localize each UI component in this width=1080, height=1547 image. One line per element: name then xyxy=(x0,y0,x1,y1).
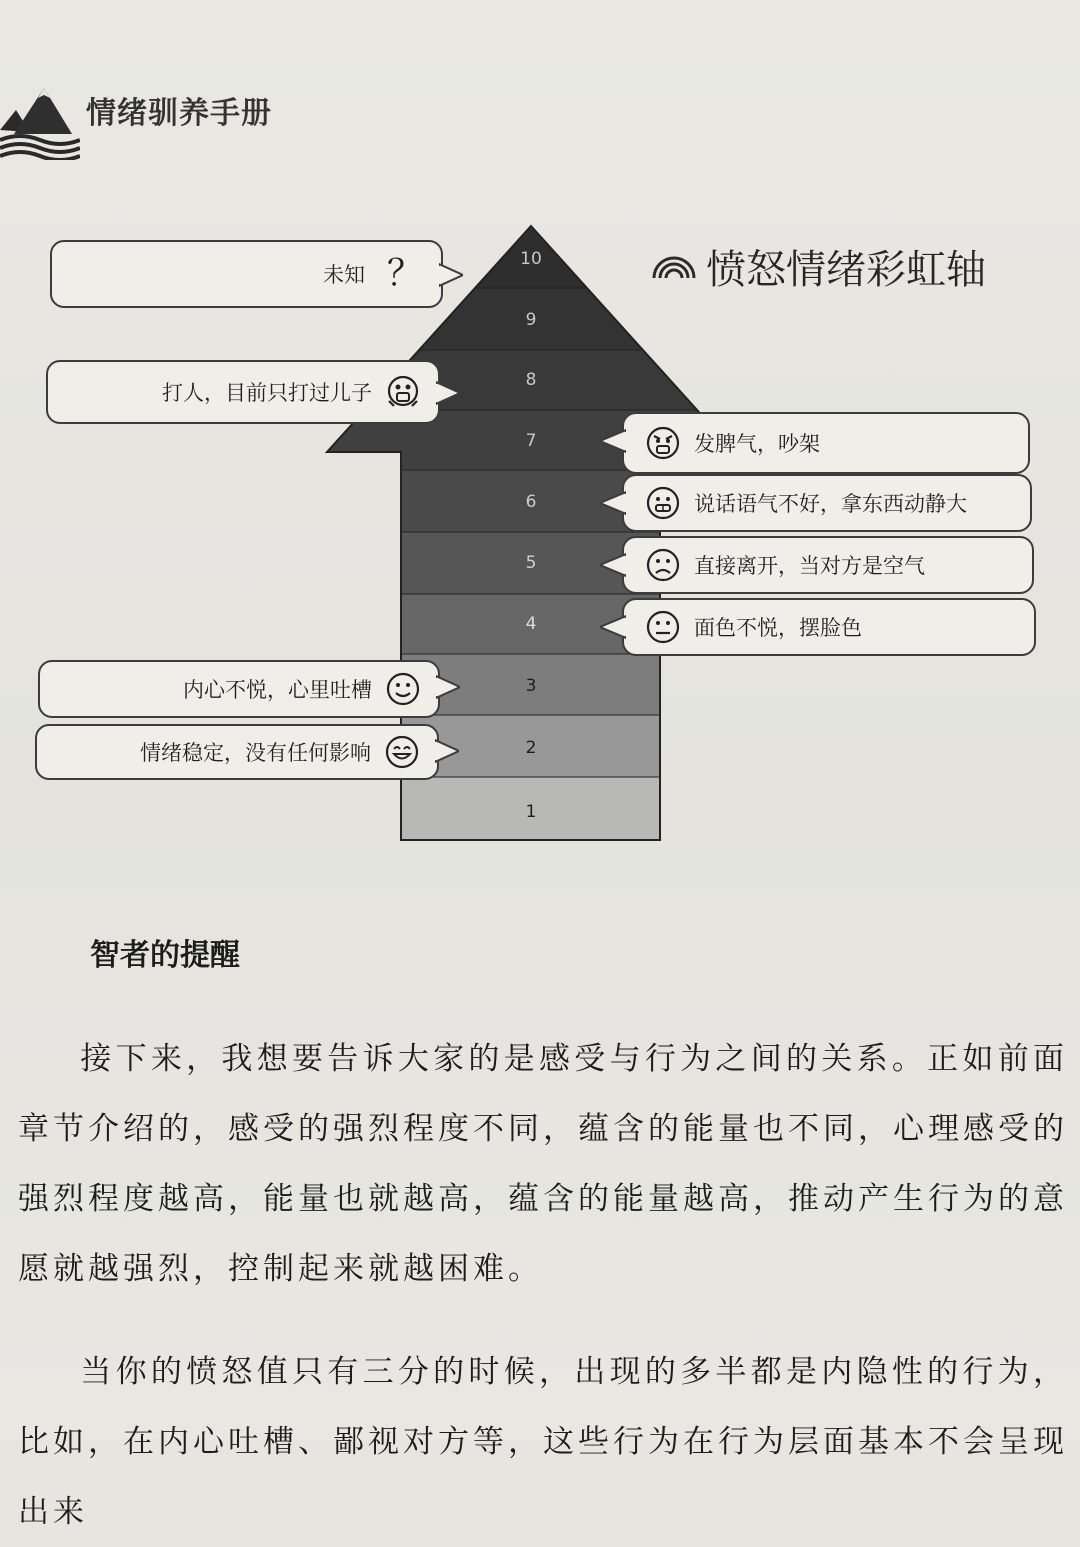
bubble-level-8-text: 打人，目前只打过儿子 xyxy=(162,381,372,405)
bubble-level-10-text: 未知 xyxy=(322,263,365,287)
grin-face-icon xyxy=(385,735,419,769)
bubble-level-3 xyxy=(38,660,440,718)
bubble-level-5-text: 直接离开，当对方是空气 xyxy=(694,554,925,578)
bubble-level-4-text: 面色不悦，摆脸色 xyxy=(694,616,862,640)
bubble-level-7-text: 发脾气，吵架 xyxy=(694,432,820,456)
bubble-level-7 xyxy=(622,412,1030,474)
grimace-face-icon xyxy=(646,486,680,520)
bubble-level-2 xyxy=(35,724,439,780)
bubble-level-4 xyxy=(622,598,1036,656)
screaming-face-icon xyxy=(386,375,420,409)
bubble-level-8 xyxy=(46,360,440,424)
level-number-1: 1 xyxy=(525,802,537,822)
level-number-7: 7 xyxy=(525,431,537,451)
bubble-level-6 xyxy=(622,474,1032,532)
level-number-5: 5 xyxy=(525,553,537,573)
question-mark-icon: ？ xyxy=(386,253,423,294)
diagram-title-text: 愤怒情绪彩虹轴 xyxy=(706,247,986,293)
level-number-4: 4 xyxy=(525,614,537,634)
frown-face-icon xyxy=(646,548,680,582)
smile-face-icon xyxy=(386,672,420,706)
diagram-title xyxy=(650,238,986,295)
paragraph-2-text: 当你的愤怒值只有三分的时候，出现的多半都是内隐性的行为，比如，在内心吐槽、鄙视对方等，这些行为在行为层面基本不会呈现出来 xyxy=(18,1354,1068,1530)
bubble-level-5 xyxy=(622,536,1034,594)
neutral-face-icon xyxy=(646,610,680,644)
rainbow-icon xyxy=(650,252,698,282)
paragraph-1 xyxy=(18,1024,1068,1304)
paragraph-1-text: 接下来，我想要告诉大家的是感受与行为之间的关系。正如前面章节介绍的，感受的强烈程度不同，蕴含的能量也不同，心理感受的强烈程度越高，能量也就越高，蕴含的能量越高，推动产生行为的意愿就越强烈，控制起来就越困难。 xyxy=(18,1041,1068,1287)
paragraph-2 xyxy=(18,1337,1068,1547)
level-number-2: 2 xyxy=(525,738,537,758)
bubble-level-6-text: 说话语气不好，拿东西动静大 xyxy=(694,492,967,516)
level-number-10: 10 xyxy=(520,249,542,269)
level-number-9: 9 xyxy=(525,310,537,330)
section-heading: 智者的提醒 xyxy=(90,938,240,973)
book-title: 情绪驯养手册 xyxy=(86,96,272,131)
bubble-level-2-text: 情绪稳定，没有任何影响 xyxy=(140,741,371,765)
level-number-3: 3 xyxy=(525,676,537,696)
bubble-level-3-text: 内心不悦，心里吐槽 xyxy=(183,678,372,702)
angry-face-icon xyxy=(646,426,680,460)
level-number-8: 8 xyxy=(525,370,537,390)
level-number-6: 6 xyxy=(525,492,537,512)
bubble-level-10 xyxy=(50,240,443,308)
